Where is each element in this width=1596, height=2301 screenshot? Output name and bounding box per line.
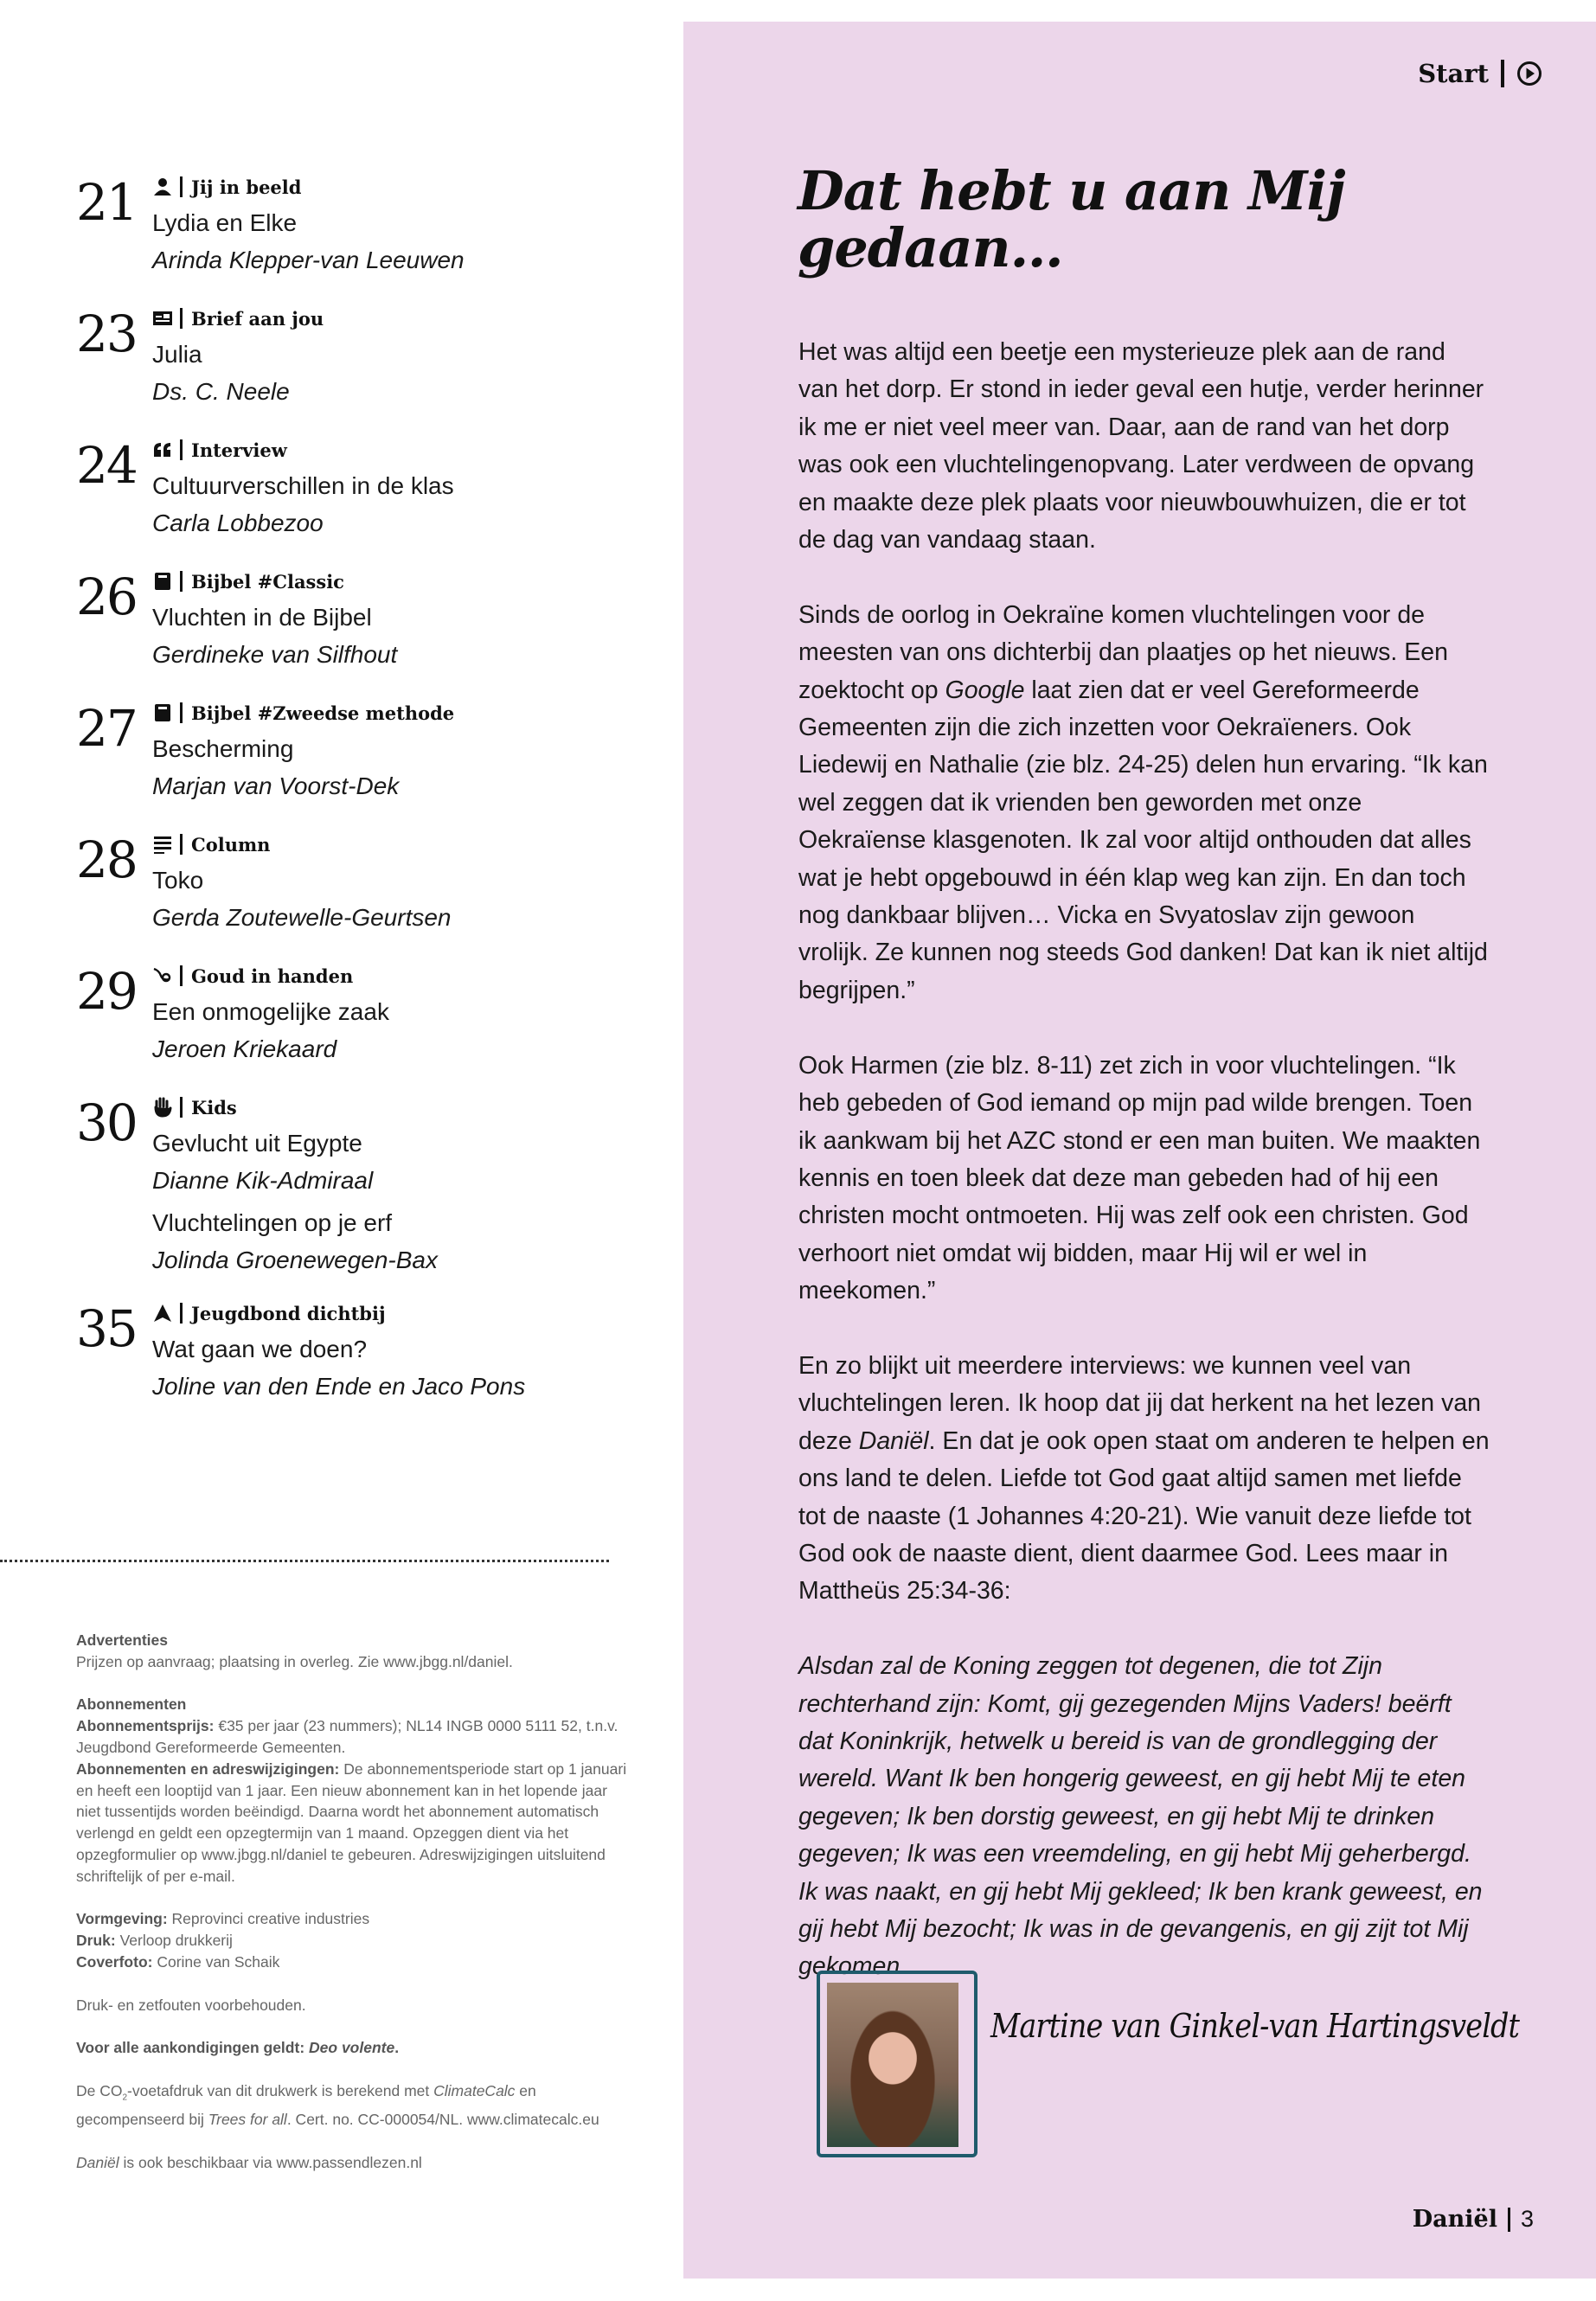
toc-category: [152, 438, 454, 462]
arrow-up-icon: [152, 1303, 173, 1324]
divider: [1508, 2208, 1510, 2232]
errors-note: Druk- en zetfouten voorbehouden.: [76, 1996, 306, 2014]
toc-author: Jolinda Groenewegen-Bax: [152, 1247, 438, 1273]
text-run: Het was altijd een beetje een mysterieuze plek aan de rand van het dorp. Er stond in ieder geval een hutje, verder herinner ik me er niet veel meer van. Daar, aan de rand van het dorp was ook een vluchtelingenopvang. Later verdween de opvang en maakte deze plek plaats voor nieuwbouwhuizen, die er tot de dag van vandaag staan.: [798, 338, 1484, 554]
co2-c: en gecompenseerd bij: [76, 2081, 536, 2129]
co2-note: [76, 2080, 630, 2131]
divider: [180, 702, 183, 723]
toc-body: [152, 1095, 438, 1279]
toc-body: [152, 306, 324, 410]
print-text: Verloop drukkerij: [115, 1932, 233, 1950]
divider: [180, 1097, 183, 1118]
letter-icon: [152, 308, 173, 329]
toc-author: Carla Lobbezoo: [152, 510, 324, 536]
availability-note: [76, 2152, 630, 2174]
change-text: De abonnementsperiode start op 1 januari en heeft een looptijd van 1 jaar. Een nieuw abonnement kan in het lopende jaar niet tussentijds worden beëindigd. Daarna wordt het abonnement automatisch verlengd en geldt een opzegtermijn van 1 maand. Opzeggen dient via het opzegformulier op www.jbgg.nl/daniel te gebeuren. Adreswijzigingen uitsluitend schriftelijk of per e-mail.: [76, 1759, 627, 1885]
toc-body: [152, 175, 465, 279]
text-run: laat zien dat er veel Gereformeerde Gemeenten zijn die zich inzetten voor Oekraïeners. Ook Liedewij en Nathalie (zie blz. 24-25) delen hun ervaring. “Ik kan wel zeggen dat ik vrienden ben geworden met onze Oekraïense klasgenoten. Ik zal voor altijd onthouden dat alles wat je hebt opgebouwd in één klap weg kan zijn. En dan toch nog dankbaar blijven… Vicka en Svyatoslav zijn gewoon vrolijk. Ze kunnen nog steeds God danken! Dat kan ik niet altijd begrijpen.”: [798, 676, 1488, 1004]
toc-body: [152, 701, 454, 804]
divider: [180, 439, 183, 460]
toc-body: [152, 438, 454, 542]
toc-category-label: Bijbel #Zweedse methode: [191, 702, 455, 724]
toc-category-label: Interview: [191, 439, 287, 461]
toc-author: Dianne Kik-Admiraal: [152, 1167, 374, 1194]
toc-page-number: 28: [76, 830, 137, 889]
person-icon: [152, 176, 173, 197]
toc-category-label: Bijbel #Classic: [191, 570, 344, 593]
price-text: €35 per jaar (23 nummers); NL14 INGB 0000 5111 52, t.n.v. Jeugdbond Gereformeerde Gemeenten.: [76, 1717, 619, 1756]
toc-page-number: 26: [76, 567, 137, 626]
toc-page-number: 30: [76, 1093, 137, 1152]
toc-category-label: Jeugdbond dichtbij: [191, 1302, 386, 1324]
toc-page-number: 29: [76, 962, 137, 1021]
text-run: En zo blijkt uit meerdere interviews: we kunnen veel van vluchtelingen leren. Ik hoop dat jij dat herkent na het lezen van deze: [798, 1351, 1482, 1455]
toc-page-number: 27: [76, 699, 137, 758]
toc-body: [152, 832, 452, 936]
play-circle-icon[interactable]: [1516, 61, 1542, 87]
text-lines-icon: [152, 834, 173, 855]
author-photo: [817, 1971, 977, 2157]
co2-a: De CO: [76, 2081, 123, 2099]
toc-body: [152, 964, 389, 1067]
start-label: Start: [1418, 59, 1489, 88]
co2-b: -voetafdruk van dit drukwerk is berekend met: [127, 2081, 434, 2099]
toc-title[interactable]: Een onmogelijke zaak: [152, 998, 389, 1025]
bible-quote: Alsdan zal de Koning zeggen tot degenen, die tot Zijn rechterhand zijn: Komt, gij gezegenden Mijns Vaders! beërft dat Koninkrijk, hetwelk u bereid is van de grondlegging der wereld. Want Ik ben hongerig geweest, en gij hebt Mij te eten gegeven; Ik ben dorstig geweest, en gij hebt Mij te drinken gegeven; Ik was een vreemdeling, en gij hebt Mij geherbergd. Ik was naakt, en gij hebt Mij gekleed; Ik ben krank geweest, en gij hebt Mij bezocht; Ik was in de gevangenis, en gij zijt tot Mij gekomen.: [798, 1652, 1483, 1981]
toc-category-label: Jij in beeld: [191, 176, 302, 198]
divider: [180, 176, 183, 197]
page-number: 3: [1520, 2206, 1534, 2232]
toc-category-label: Brief aan jou: [191, 307, 324, 330]
design-label: Vormgeving:: [76, 1910, 168, 1928]
avail-text: is ook beschikbaar via www.passendlezen.nl: [119, 2153, 422, 2171]
toc-body: [152, 1301, 525, 1405]
magazine-name: Daniël: [1412, 2206, 1497, 2233]
divider: [180, 571, 183, 592]
toc-author: Gerdineke van Silfhout: [152, 641, 398, 668]
print-label: Druk:: [76, 1932, 116, 1950]
quote-icon: [152, 439, 173, 460]
toc-category: [152, 1095, 438, 1119]
book-icon: [152, 702, 173, 723]
author-signature: Martine van Ginkel-van Hartingsveldt: [990, 2007, 1520, 2045]
article-paragraph: [798, 1048, 1490, 1311]
toc-category: [152, 1301, 525, 1325]
divider: [180, 308, 183, 329]
deo-text: Deo volente: [309, 2039, 395, 2057]
toc-title[interactable]: Vluchtelingen op je erf: [152, 1209, 393, 1236]
toc-page-number: 24: [76, 436, 137, 495]
subs-heading: Abonnementen: [76, 1695, 187, 1714]
toc-category-label: Kids: [191, 1096, 237, 1118]
article-body: [798, 334, 1490, 2023]
hand-icon: [152, 1097, 173, 1118]
start-nav[interactable]: [1418, 59, 1542, 88]
photo-frame: [817, 1971, 977, 2157]
toc-title[interactable]: Lydia en Elke: [152, 209, 298, 236]
toc-title[interactable]: Julia: [152, 341, 202, 368]
article-title: Dat hebt u aan Mij gedaan…: [798, 159, 1345, 279]
climatecalc: ClimateCalc: [433, 2081, 516, 2099]
change-label: Abonnementen en adreswijzigingen:: [76, 1759, 340, 1778]
emphasis: Daniël: [858, 1426, 929, 1455]
toc-author: Ds. C. Neele: [152, 378, 290, 405]
article-paragraph: [798, 334, 1490, 559]
text-run: . En dat je ook open staat om anderen te helpen en ons land te delen. Liefde tot God gaat altijd samen met liefde tot de naaste (1 Johannes 4:20-21). Wie vanuit deze liefde tot God ook de naaste dient, dient daarmee God. Lees maar in Mattheüs 25:34-36:: [798, 1426, 1490, 1606]
avail-title: Daniël: [76, 2153, 119, 2171]
toc-author: Marjan van Voorst-Dek: [152, 772, 400, 799]
toc-title[interactable]: Gevlucht uit Egypte: [152, 1130, 362, 1157]
deo-label: Voor alle aankondigingen geldt:: [76, 2039, 310, 2057]
cover-label: Coverfoto:: [76, 1952, 153, 1971]
toc-title[interactable]: Toko: [152, 867, 204, 894]
article-paragraph: [798, 597, 1490, 1009]
dotted-divider: [0, 1560, 609, 1562]
toc-category-label: Goud in handen: [191, 965, 354, 987]
toc-category: [152, 175, 465, 199]
divider: [180, 834, 183, 855]
price-label: Abonnementsprijs:: [76, 1717, 215, 1735]
deo-end: .: [394, 2039, 400, 2057]
toc-category: [152, 964, 389, 988]
toc-author: Joline van den Ende en Jaco Pons: [152, 1373, 526, 1400]
toc-category: [152, 306, 324, 330]
hands-icon: [152, 965, 173, 986]
divider: [180, 965, 183, 986]
toc-title[interactable]: Vluchten in de Bijbel: [152, 604, 372, 631]
toc-author: Arinda Klepper-van Leeuwen: [152, 247, 465, 273]
toc-page-number: 35: [76, 1299, 137, 1358]
toc-category: [152, 701, 454, 725]
article-paragraph: [798, 1348, 1490, 1611]
toc-category-label: Column: [191, 833, 271, 856]
toc-title[interactable]: Wat gaan we doen?: [152, 1336, 368, 1362]
ads-text: Prijzen op aanvraag; plaatsing in overleg. Zie www.jbgg.nl/daniel.: [76, 1652, 513, 1670]
book-icon: [152, 571, 173, 592]
divider: [180, 1303, 183, 1324]
text-run: Sinds de oorlog in Oekraïne komen vluchtelingen voor de meesten van ons dichterbij dan plaatjes op het nieuws. Een zoektocht op: [798, 600, 1448, 704]
colofon: [76, 1630, 630, 2195]
co2-sub: 2: [122, 2093, 128, 2103]
toc-title[interactable]: Cultuurverschillen in de klas: [152, 472, 454, 499]
text-run: Ook Harmen (zie blz. 8-11) zet zich in voor vluchtelingen. “Ik heb gebeden of God iemand op mijn pad wilde brengen. Toen ik aankwam bij het AZC stond er een man buiten. We maakten kennis en toen bleek dat deze man gebeden had of hij een christen mocht ontmoeten. Hij was zelf ook een christen. God verhoort niet omdat wij bidden, maar Hij wil er wel in meekomen.”: [798, 1051, 1481, 1305]
co2-d: . Cert. no. CC-000054/NL. www.climatecalc.eu: [286, 2111, 599, 2129]
toc-category: [152, 569, 397, 593]
divider: [1501, 60, 1504, 87]
cover-text: Corine van Schaik: [152, 1952, 280, 1971]
toc-category: [152, 832, 452, 856]
toc-page-number: 21: [76, 173, 137, 232]
toc-author: Gerda Zoutewelle-Geurtsen: [152, 904, 452, 931]
design-text: Reprovinci creative industries: [167, 1910, 370, 1928]
toc-body: [152, 569, 397, 673]
page-footer: [1413, 2206, 1534, 2233]
toc-author: Jeroen Kriekaard: [152, 1035, 337, 1062]
trees-for-all: Trees for all: [208, 2111, 287, 2129]
toc-page-number: 23: [76, 304, 137, 363]
emphasis: Google: [945, 676, 1025, 704]
toc-title[interactable]: Bescherming: [152, 735, 294, 762]
ads-heading: Advertenties: [76, 1631, 169, 1649]
